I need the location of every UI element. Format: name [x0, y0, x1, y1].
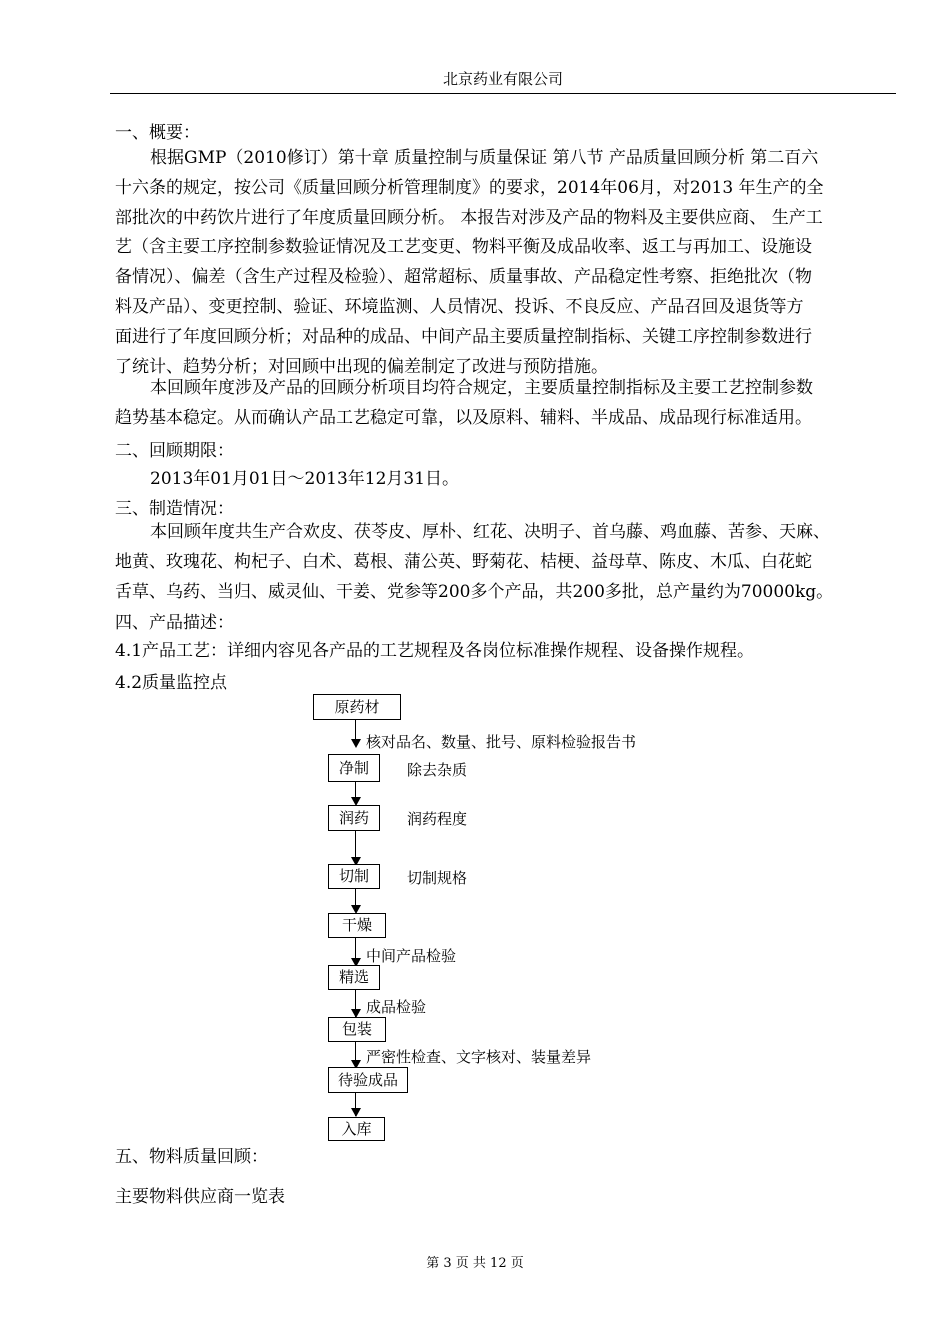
- page-number: 第 3 页 共 12 页: [426, 1256, 524, 1271]
- flow-step-pending-product: 待验成品: [328, 1067, 408, 1093]
- paragraph-line: 艺（含主要工序控制参数验证情况及工艺变更、物料平衡及成品收率、返工与再加工、设施设: [115, 237, 812, 258]
- section-5-title: 五、物料质量回顾：: [115, 1147, 268, 1167]
- paragraph-line: 根据GMP（2010修订）第十章 质量控制与质量保证 第八节 产品质量回顾分析 第二百六: [150, 148, 819, 168]
- flow-step-select: 精选: [328, 965, 380, 990]
- flow-step-cut: 切制: [328, 864, 380, 889]
- note-pack-checks: 严密性检查、文字核对、装量差异: [366, 1048, 592, 1066]
- paragraph-line: 本回顾年度涉及产品的回顾分析项目均符合规定，主要质量控制指标及主要工艺控制参数: [150, 378, 813, 398]
- note-cut-spec: 切制规格: [407, 869, 468, 887]
- note-finished-test: 成品检验: [366, 998, 427, 1016]
- paragraph-line: 地黄、玫瑰花、枸杞子、白术、葛根、蒲公英、野菊花、桔梗、益母草、陈皮、木瓜、白花蛇: [115, 551, 812, 572]
- flow-step-dry: 干燥: [328, 913, 386, 938]
- flow-step-clean: 净制: [328, 754, 380, 782]
- flow-step-moisten: 润药: [328, 805, 380, 831]
- section-3-paragraph: [115, 518, 895, 607]
- page-header: 北京药业有限公司: [442, 70, 563, 88]
- arrow-down-icon: [351, 739, 361, 748]
- section-2-title: 二、回顾期限：: [115, 441, 234, 461]
- arrow-down-icon: [351, 1108, 361, 1117]
- note-moisten-degree: 润药程度: [407, 810, 468, 828]
- section-1-paragraph-2: [115, 374, 895, 434]
- note-intermediate-test: 中间产品检验: [366, 947, 457, 965]
- note-check-raw: 核对品名、数量、批号、原料检验报告书: [366, 733, 637, 751]
- paragraph-line: 备情况）、偏差（含生产过程及检验）、超常超标、质量事故、产品稳定性考察、拒绝批次（物: [115, 267, 812, 288]
- flow-step-raw-material: 原药材: [313, 694, 401, 720]
- paragraph-line: 趋势基本稳定。从而确认产品工艺稳定可靠，以及原料、辅料、半成品、成品现行标准适用。: [115, 407, 812, 428]
- section-3-title: 三、制造情况：: [115, 499, 234, 519]
- section-1-title: 一、概要：: [115, 123, 200, 143]
- paragraph-line: 部批次的中药饮片进行了年度质量回顾分析。 本报告对涉及产品的物料及主要供应商、 生产工: [115, 207, 823, 228]
- paragraph-line: 舌草、乌药、当归、威灵仙、干姜、党参等200多个产品，共200多批，总产量约为70000kg。: [115, 581, 834, 602]
- flow-step-warehouse: 入库: [328, 1117, 385, 1141]
- section-1-paragraph-1: [115, 144, 895, 382]
- supplier-table-title: 主要物料供应商一览表: [115, 1187, 285, 1207]
- flow-step-pack: 包装: [328, 1017, 386, 1042]
- paragraph-line: 十六条的规定，按公司《质量回顾分析管理制度》的要求，2014年06月，对2013 年生产的全: [115, 177, 824, 198]
- note-remove-impurities: 除去杂质: [407, 761, 468, 779]
- review-period: 2013年01月01日～2013年12月31日。: [150, 469, 460, 489]
- paragraph-line: 料及产品）、变更控制、验证、环境监测、人员情况、投诉、不良反应、产品召回及退货等方: [115, 296, 804, 317]
- paragraph-line: 了统计、趋势分析；对回顾中出现的偏差制定了改进与预防措施。: [115, 356, 608, 377]
- section-4-2: 4.2质量监控点: [115, 673, 228, 693]
- header-rule: [110, 93, 896, 94]
- section-4-title: 四、产品描述：: [115, 613, 234, 633]
- section-4-1: 4.1产品工艺：详细内容见各产品的工艺规程及各岗位标准操作规程、设备操作规程。: [115, 641, 755, 661]
- paragraph-line: 面进行了年度回顾分析；对品种的成品、中间产品主要质量控制指标、关键工序控制参数进行: [115, 326, 812, 347]
- paragraph-line: 本回顾年度共生产合欢皮、茯苓皮、厚朴、红花、决明子、首乌藤、鸡血藤、苦参、天麻、: [150, 522, 830, 542]
